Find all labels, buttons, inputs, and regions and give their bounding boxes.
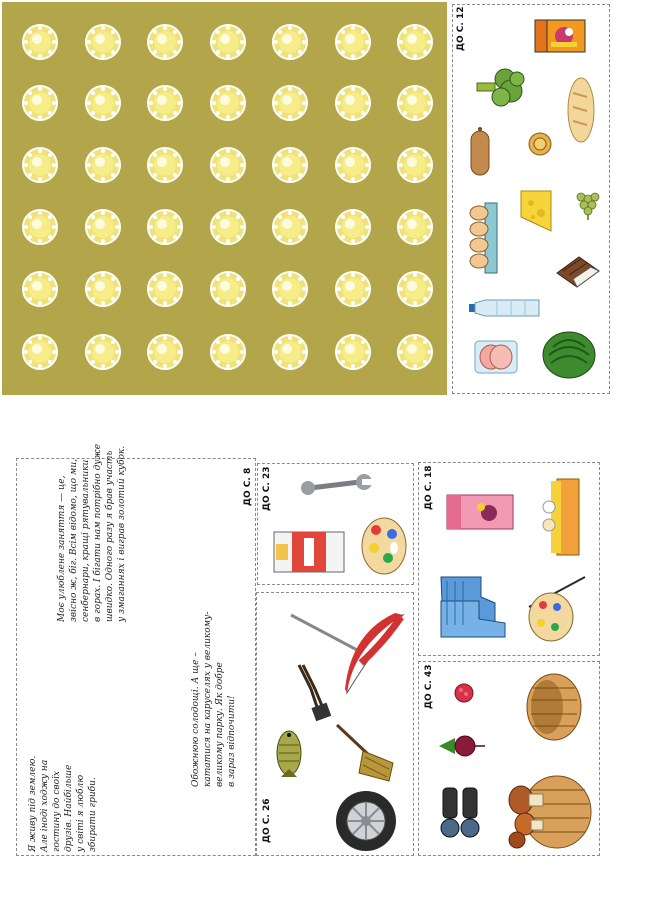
gold-coin-icon[interactable]	[23, 335, 57, 369]
card-objects-label: ДО С. 26	[262, 798, 272, 843]
juice-box-icon[interactable]	[531, 14, 591, 58]
paint-palette-icon[interactable]	[358, 514, 410, 578]
card-objects	[256, 592, 414, 856]
gold-coin-icon[interactable]	[398, 25, 432, 59]
broom-icon[interactable]	[331, 717, 401, 787]
cheese-icon[interactable]	[517, 187, 557, 235]
gold-coin-icon[interactable]	[86, 335, 120, 369]
card-food	[452, 4, 610, 394]
gold-coin-icon[interactable]	[23, 148, 57, 182]
card-shop-label: ДО С. 18	[424, 465, 434, 510]
gold-coin-icon[interactable]	[398, 148, 432, 182]
grapes-icon[interactable]	[571, 187, 605, 221]
gold-coin-icon[interactable]	[211, 335, 245, 369]
sausage-icon[interactable]	[465, 125, 495, 181]
gold-coin-icon[interactable]	[336, 86, 370, 120]
cake-icon[interactable]	[537, 469, 585, 559]
wrench-icon[interactable]	[300, 470, 374, 502]
gold-coin-icon[interactable]	[211, 86, 245, 120]
binoculars-icon[interactable]	[435, 784, 485, 844]
gold-coin-icon[interactable]	[336, 335, 370, 369]
gold-coin-icon[interactable]	[273, 335, 307, 369]
water-bottle-icon[interactable]	[467, 295, 543, 321]
mushroom-basket-icon[interactable]	[505, 770, 595, 852]
gold-coin-icon[interactable]	[86, 25, 120, 59]
eggs-icon[interactable]	[465, 201, 501, 275]
gold-coin-icon[interactable]	[86, 210, 120, 244]
watermelon-icon[interactable]	[541, 329, 597, 381]
gold-coin-icon[interactable]	[336, 25, 370, 59]
ham-slices-icon[interactable]	[473, 337, 519, 377]
gold-coin-icon[interactable]	[148, 335, 182, 369]
gold-coin-icon[interactable]	[86, 148, 120, 182]
gold-coin-icon[interactable]	[336, 210, 370, 244]
bread-loaf-icon[interactable]	[565, 75, 597, 145]
broccoli-icon[interactable]	[473, 61, 527, 113]
gold-coin-icon[interactable]	[148, 210, 182, 244]
beetroot-icon[interactable]	[435, 728, 487, 764]
gold-coin-icon[interactable]	[336, 148, 370, 182]
text-sport: Моє улюблене заняття — це, звісно ж, біг. Всім відомо, що ми, сенбернари, кращі рятувальники в горах. І бігати нам потрібно дуже швидко. Одного разу я брав участь у змаганнях і виграв золотий кубок.	[57, 443, 127, 622]
gold-coin-icon[interactable]	[273, 148, 307, 182]
gold-coin-icon[interactable]	[23, 25, 57, 59]
flour-bag-icon[interactable]	[270, 524, 350, 580]
juice-box-icon-2[interactable]	[441, 489, 519, 537]
card-forest-label: ДО С. 43	[424, 664, 434, 709]
gold-coin-icon[interactable]	[398, 272, 432, 306]
card-food-label: ДО С. 12	[456, 6, 466, 51]
fish-icon[interactable]	[265, 725, 313, 785]
gold-coin-icon[interactable]	[211, 272, 245, 306]
gold-coin-icon[interactable]	[273, 272, 307, 306]
gold-coin-icon[interactable]	[23, 272, 57, 306]
text-park: Обожнюю солодощі. А ще – кататися на каруселях у великому- великому парку. Як добре в зараз відпочити!	[191, 611, 237, 787]
chocolate-icon[interactable]	[551, 253, 603, 291]
gold-coin-icon[interactable]	[273, 86, 307, 120]
gold-coin-icon[interactable]	[148, 25, 182, 59]
gold-coin-icon[interactable]	[23, 86, 57, 120]
gold-coin-icon[interactable]	[211, 25, 245, 59]
gold-coin-icon[interactable]	[398, 335, 432, 369]
gold-coin-icon[interactable]	[148, 86, 182, 120]
card-school	[257, 463, 414, 585]
gold-coin-icon[interactable]	[336, 272, 370, 306]
card-school-label: ДО С. 23	[262, 466, 272, 511]
gold-coin-icon[interactable]	[211, 148, 245, 182]
cracker-icon[interactable]	[525, 129, 555, 159]
raspberry-icon[interactable]	[451, 680, 477, 706]
car-wheel-icon[interactable]	[333, 789, 399, 853]
card-forest	[418, 661, 600, 856]
card-hobby-label: ДО С. 8	[243, 467, 253, 506]
gold-coin-icon[interactable]	[211, 210, 245, 244]
gold-coin-icon[interactable]	[398, 86, 432, 120]
card-shop	[418, 462, 600, 656]
tongs-icon[interactable]	[291, 661, 341, 725]
coin-sheet	[2, 2, 447, 395]
gold-coin-icon[interactable]	[273, 25, 307, 59]
paint-palette-icon-2[interactable]	[519, 567, 595, 647]
gold-coin-icon[interactable]	[273, 210, 307, 244]
gold-coin-icon[interactable]	[148, 148, 182, 182]
gold-coin-icon[interactable]	[86, 86, 120, 120]
gold-coin-icon[interactable]	[86, 272, 120, 306]
empty-basket-icon[interactable]	[523, 670, 585, 744]
gold-coin-icon[interactable]	[148, 272, 182, 306]
gold-coin-icon[interactable]	[23, 210, 57, 244]
rubber-boots-icon[interactable]	[435, 567, 511, 639]
gold-coin-icon[interactable]	[398, 210, 432, 244]
text-mole: Я живу під землею. Але іноді ходжу на гостину до своїх друзів. Найбільше у світі я люблю збирати гриби.	[28, 755, 98, 852]
coin-grid	[2, 2, 447, 395]
card-stories	[16, 443, 256, 856]
